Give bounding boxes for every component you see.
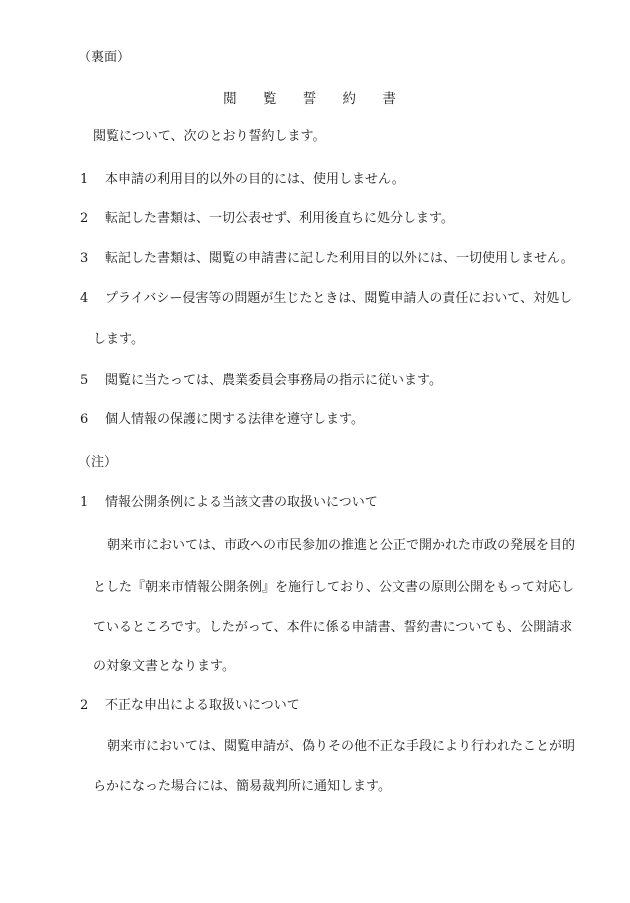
- intro-text: 閲覧について、次のとおり誓約します。: [93, 129, 326, 144]
- note-heading-text: 情報公開条例による当該文書の取扱いについて: [105, 495, 378, 510]
- pledge-text: 転記した書類は、閲覧の申請書に記した利用目的以外には、一切使用しません。: [105, 251, 574, 266]
- note-1-line-4: の対象文書となります。: [93, 659, 235, 674]
- note-1-line-1: 朝来市においては、市政への市民参加の推進と公正で開かれた市政の発展を目的: [107, 538, 576, 553]
- note-heading-text: 不正な申出による取扱いについて: [105, 698, 300, 713]
- pledge-number: 4: [80, 291, 89, 306]
- pledge-text: 本申請の利用目的以外の目的には、使用しません。: [105, 172, 405, 187]
- pledge-number: 3: [80, 251, 89, 266]
- pledge-number: 2: [80, 211, 89, 226]
- note-number: 2: [80, 698, 89, 713]
- pledge-text: 転記した書類は、一切公表せず、利用後直ちに処分します。: [105, 211, 454, 226]
- back-side-label: （裏面）: [78, 50, 131, 65]
- pledge-number: 6: [80, 412, 89, 427]
- pledge-number: 1: [80, 172, 89, 187]
- pledge-text: プライバシー侵害等の問題が生じたときは、閲覧申請人の責任において、対処し: [105, 291, 573, 306]
- note-2-line-1: 朝来市においては、閲覧申請が、偽りその他不正な手段により行われたことが明: [107, 739, 576, 754]
- note-number: 1: [80, 495, 89, 510]
- document-title: 閲 覧 誓 約 書: [223, 91, 407, 107]
- pledge-text: 個人情報の保護に関する法律を遵守します。: [105, 412, 364, 427]
- notes-label: （注）: [78, 455, 118, 470]
- note-1-line-2: とした『朝来市情報公開条例』を施行しており、公文書の原則公開をもって対応し: [93, 580, 575, 595]
- pledge-number: 5: [80, 373, 89, 388]
- note-1-line-3: ているところです。したがって、本件に係る申請書、誓約書についても、公開請求: [93, 620, 573, 635]
- note-2-line-2: らかになった場合には、簡易裁判所に通知します。: [93, 779, 391, 794]
- pledge-item-4-continuation: します。: [93, 332, 144, 347]
- pledge-text: 閲覧に当たっては、農業委員会事務局の指示に従います。: [105, 373, 442, 388]
